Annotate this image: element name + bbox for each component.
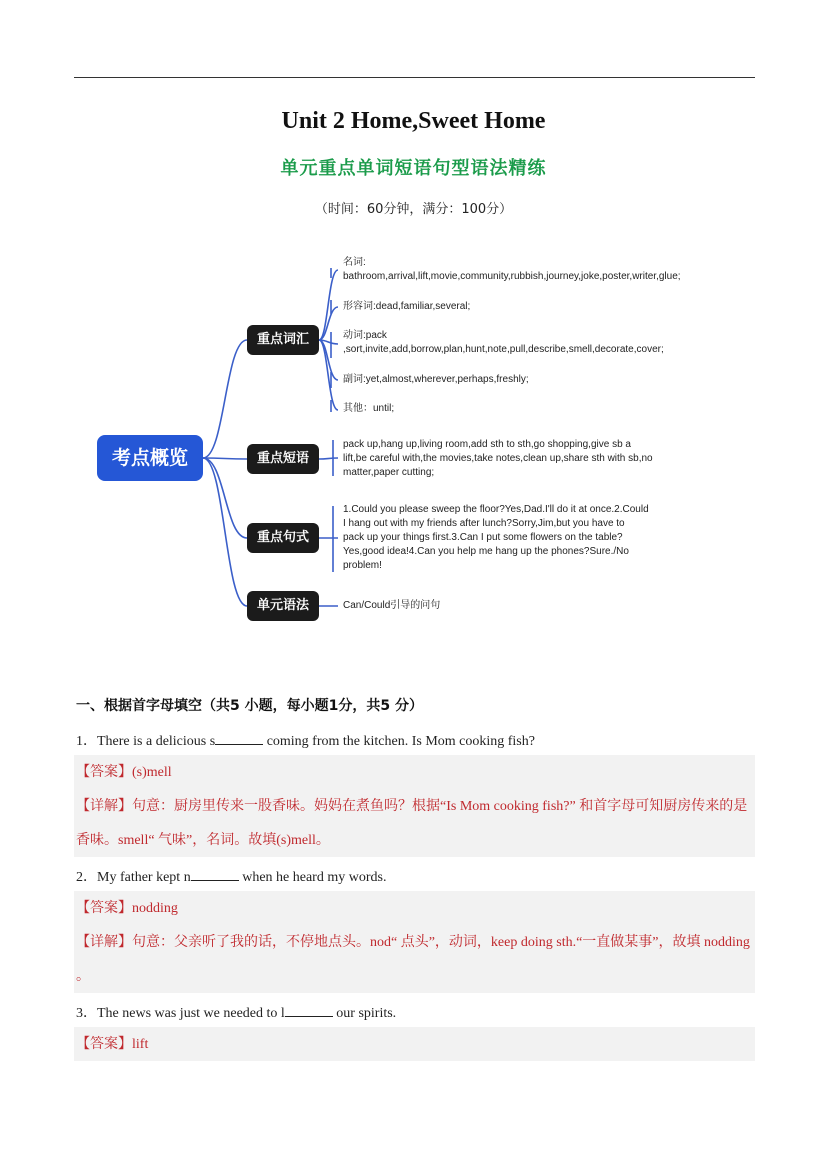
question-1 bbox=[76, 730, 535, 750]
vocab-other: 其他：until; bbox=[343, 403, 395, 414]
sentences-line: I hang out with my friends after lunch?Sorry,Jim,but you have to bbox=[343, 518, 625, 529]
detail-text: 句意：厨房里传来一股香味。妈妈在煮鱼吗？根据“Is Mom cooking fish?” 和首字母可知厨房传来的是香味。smell“ 气味”，名词。故填(s)mell。 bbox=[76, 799, 748, 848]
detail-tag: 【详解】 bbox=[76, 934, 132, 950]
time-info: （时间：60分钟，满分：100分） bbox=[314, 202, 513, 217]
section-title: 一、根据首字母填空（共5 小题，每小题1分，共5 分） bbox=[76, 698, 423, 714]
grammar-node: 单元语法 bbox=[247, 591, 319, 621]
vocab-noun: bathroom,arrival,lift,movie,community,rubbish,journey,joke,poster,writer,glue; bbox=[343, 271, 681, 282]
sentences-node: 重点句式 bbox=[247, 523, 319, 553]
vocab-adv: 副词:yet,almost,wherever,perhaps,freshly; bbox=[343, 374, 529, 385]
question-number: 3． bbox=[76, 1006, 97, 1021]
question-text: There is a delicious s bbox=[97, 734, 216, 749]
detail-tag: 【详解】 bbox=[76, 798, 132, 814]
phrases-node: 重点短语 bbox=[247, 444, 319, 474]
root-node: 考点概览 bbox=[97, 435, 203, 481]
question-text: coming from the kitchen. Is Mom cooking fish? bbox=[263, 734, 535, 749]
detail-2 bbox=[76, 925, 756, 994]
page-title: Unit 2 Home,Sweet Home bbox=[281, 108, 546, 134]
phrases-line: matter,paper cutting; bbox=[343, 467, 435, 478]
header-rule bbox=[74, 77, 755, 78]
question-2 bbox=[76, 866, 386, 886]
sentences-line: Yes,good idea!4.Can you help me hang up the phones?Sure./No bbox=[343, 546, 629, 557]
answer-text: lift bbox=[132, 1037, 149, 1052]
sentences-line: problem! bbox=[343, 560, 382, 571]
question-3 bbox=[76, 1002, 396, 1022]
vocab-verb: ,sort,invite,add,borrow,plan,hunt,note,pull,describe,smell,decorate,cover; bbox=[343, 344, 664, 355]
sentences-line: pack up your things first.3.Can I put some flowers on the table? bbox=[343, 532, 623, 543]
answer-text: nodding bbox=[132, 901, 178, 916]
answer-tag: 【答案】 bbox=[76, 900, 132, 916]
grammar-text: Can/Could引导的问句 bbox=[343, 600, 441, 611]
question-number: 1． bbox=[76, 734, 97, 749]
question-text: when he heard my words. bbox=[238, 870, 387, 885]
answer-blank[interactable] bbox=[191, 868, 239, 881]
vocab-adj: 形容词:dead,familiar,several; bbox=[343, 301, 471, 312]
question-number: 2． bbox=[76, 870, 97, 885]
page-subtitle: 单元重点单词短语句型语法精练 bbox=[280, 158, 547, 179]
vocab-noun-label: 名词: bbox=[343, 257, 366, 268]
detail-1 bbox=[76, 789, 756, 858]
answer-3 bbox=[76, 1027, 148, 1062]
vocab-verb-label: 动词:pack bbox=[343, 330, 387, 341]
phrases-line: pack up,hang up,living room,add sth to sth,go shopping,give sb a bbox=[343, 439, 631, 450]
mind-map bbox=[90, 240, 750, 630]
answer-blank[interactable] bbox=[285, 1004, 333, 1017]
answer-1 bbox=[76, 755, 172, 790]
answer-block-3 bbox=[74, 1027, 755, 1061]
answer-blank[interactable] bbox=[215, 732, 263, 745]
answer-tag: 【答案】 bbox=[76, 1036, 132, 1052]
question-text: My father kept n bbox=[97, 870, 191, 885]
sentences-line: 1.Could you please sweep the floor?Yes,Dad.I'll do it at once.2.Could bbox=[343, 504, 649, 515]
answer-2 bbox=[76, 891, 178, 926]
detail-text: 句意：父亲听了我的话，不停地点头。nod“ 点头”，动词，keep doing sth.“一直做某事”，故填 nodding 。 bbox=[76, 935, 750, 984]
phrases-line: lift,be careful with,the movies,take notes,clean up,share sth with sb,no bbox=[343, 453, 653, 464]
vocab-node: 重点词汇 bbox=[247, 325, 319, 355]
answer-tag: 【答案】 bbox=[76, 764, 132, 780]
answer-text: (s)mell bbox=[132, 765, 172, 780]
question-text: our spirits. bbox=[332, 1006, 397, 1021]
question-text: The news was just we needed to l bbox=[97, 1006, 285, 1021]
